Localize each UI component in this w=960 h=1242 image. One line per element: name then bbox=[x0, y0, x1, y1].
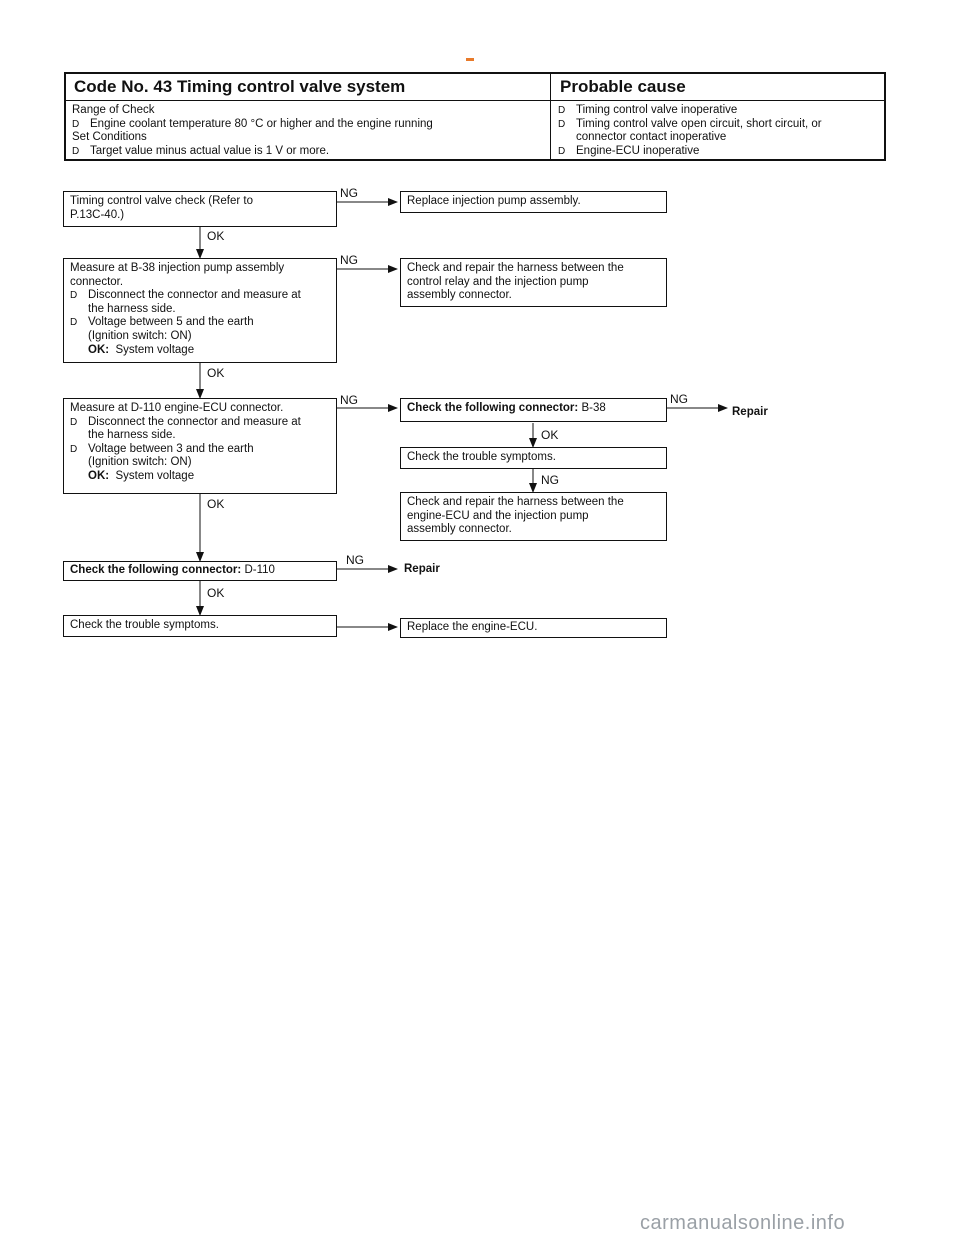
ng-label: NG bbox=[340, 186, 358, 200]
ok-label: OK bbox=[541, 428, 559, 442]
trouble-symptoms-box: Check the trouble symptoms. bbox=[400, 447, 667, 469]
ng-label: NG bbox=[340, 253, 358, 267]
repair-harness-ecu-box: Check and repair the harness between the engine-ECU and the injection pump assembly connector. bbox=[400, 492, 667, 541]
replace-pump-box: Replace injection pump assembly. bbox=[400, 191, 667, 213]
probable-causes: D Timing control valve inoperative D Timing control valve open circuit, short circuit, or connector contact inoperative D Engine-ECU inoperative bbox=[558, 104, 822, 157]
step-measure-b38: Measure at B-38 injection pump assembly connector. D Disconnect the connector and measure at the harness side. D Voltage between 5 and the earth (Ignition switch: ON) OK: System voltage bbox=[63, 258, 337, 363]
repair-harness-relay-box: Check and repair the harness between the control relay and the injection pump assembly connector. bbox=[400, 258, 667, 307]
watermark: carmanualsonline.info bbox=[640, 1212, 846, 1234]
step-valve-check: Timing control valve check (Refer to P.13C-40.) bbox=[63, 191, 337, 227]
ng-label: NG bbox=[346, 553, 364, 567]
repair-label: Repair bbox=[732, 406, 768, 418]
ng-label: NG bbox=[541, 473, 559, 487]
ok-label: OK bbox=[207, 366, 225, 380]
code-title: Code No. 43 Timing control valve system bbox=[74, 77, 406, 96]
check-conditions: Range of Check D Engine coolant temperature 80 °C or higher and the engine running Set Conditions D Target value minus actual value is 1 V or more. bbox=[72, 104, 433, 157]
trouble-symptoms-final-box: Check the trouble symptoms. bbox=[63, 615, 337, 637]
ng-label: NG bbox=[340, 393, 358, 407]
replace-ecu-box: Replace the engine-ECU. bbox=[400, 618, 667, 638]
step-measure-d110: Measure at D-110 engine-ECU connector. D Disconnect the connector and measure at the harness side. D Voltage between 3 and the earth (Ignition switch: ON) OK: System voltage bbox=[63, 398, 337, 494]
ng-label: NG bbox=[670, 392, 688, 406]
cause-title: Probable cause bbox=[560, 77, 686, 96]
check-connector-d110-box: Check the following connector: D-110 bbox=[63, 561, 337, 581]
ok-label: OK bbox=[207, 586, 225, 600]
ok-label: OK bbox=[207, 229, 225, 243]
check-connector-b38-box: Check the following connector: B-38 bbox=[400, 398, 667, 422]
ok-label: OK bbox=[207, 497, 225, 511]
repair-label: Repair bbox=[404, 563, 440, 575]
